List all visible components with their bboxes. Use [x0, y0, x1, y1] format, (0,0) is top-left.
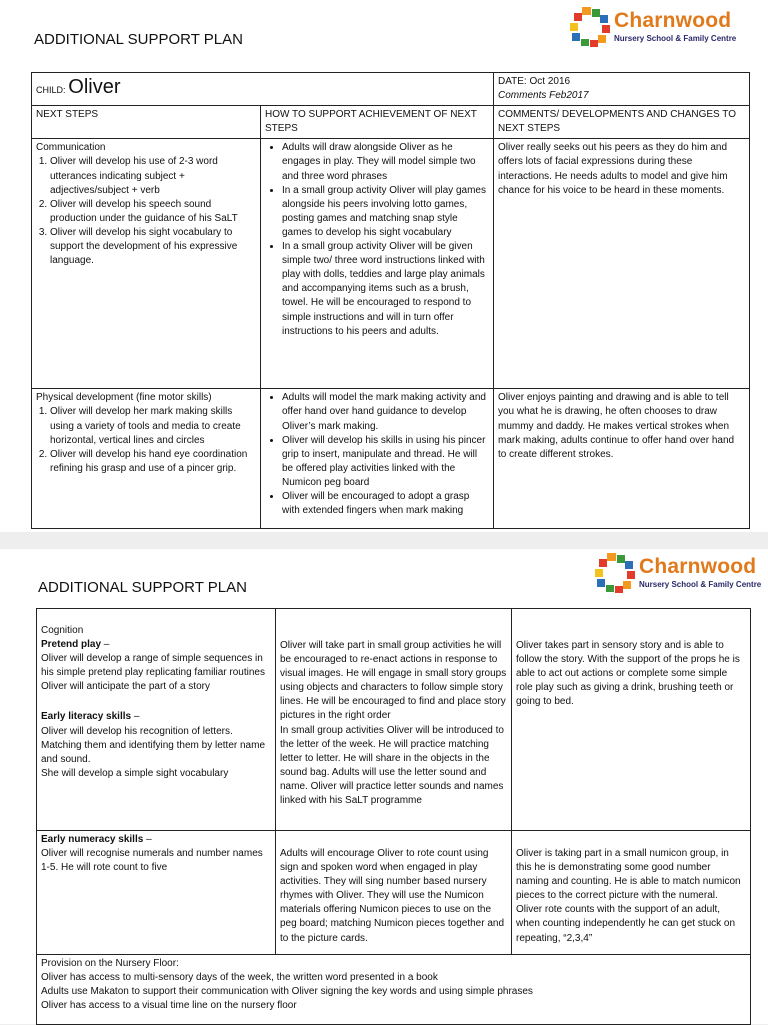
child-name: Oliver: [68, 76, 121, 99]
cognition-comment: Oliver takes part in sensory story and is able to follow the story. With the support of the props he is able to act out actions or complete some simple role play such as giving a drink, brushing teeth or going to bed.: [512, 609, 751, 831]
literacy-text: Oliver will develop his recognition of letters. Matching them and identifying them by letter name and sound.: [41, 725, 266, 765]
logo-name: Charnwood: [639, 555, 757, 578]
physical-row: [32, 389, 750, 529]
child-row: [32, 73, 750, 106]
logo-puzzle-icon: [593, 551, 637, 595]
plan-table-1: [31, 72, 750, 529]
comments-date: Comments Feb2017: [498, 90, 589, 102]
pretend-play-title: Pretend play: [41, 639, 102, 651]
cognition-support-2: In small group activities Oliver will be introduced to the letter of the week. He will practice matching letter to letter. He will share in the objects in the sound bag. Adults will use the letter sound and name. Oliver will practice letter sounds and names linked with his SaLT programme: [280, 724, 504, 807]
physical-step-list: [36, 405, 256, 475]
page-2: [0, 549, 768, 1024]
physical-comment: Oliver enjoys painting and drawing and is able to tell you what he is drawing, he often chooses to draw mummy and daddy. He makes vertical strokes when mark making, adults continue to offer hand over hand to create different strokes.: [494, 389, 750, 529]
list-item: • Adults will model the mark making activity and offer hand over hand guidance to develop Oliver’s mark making.: [282, 391, 489, 433]
logo-subtitle: Nursery School & Family Centre: [639, 580, 762, 589]
pretend-play-dash: –: [101, 639, 110, 651]
charnwood-logo: [593, 551, 763, 601]
cognition-row: [37, 609, 751, 831]
communication-support-list: [265, 141, 489, 338]
logo-puzzle-icon: [568, 5, 612, 49]
child-label: CHILD:: [36, 85, 66, 96]
communication-steps: [32, 139, 261, 389]
communication-support: [261, 139, 494, 389]
numeracy-comment: [512, 831, 751, 955]
header-row: [32, 106, 750, 139]
list-item: • Oliver will be encouraged to adopt a grasp with extended fingers when mark making: [282, 490, 489, 518]
communication-heading: Communication: [36, 142, 106, 154]
pretend-play-text-2: Oliver will anticipate the part of a story: [41, 681, 210, 693]
pretend-play-text: Oliver will develop a range of simple sequences in his simple pretend play replicating familiar routines: [41, 653, 265, 679]
literacy-text-2: She will develop a simple sight vocabulary: [41, 767, 229, 779]
provision-heading: Provision on the Nursery Floor:: [41, 958, 179, 969]
list-item: 1. Oliver will develop her mark making skills using a variety of tools and media to create horizontal, vertical lines and circles: [50, 405, 256, 447]
provision-line: Adults use Makaton to support their communication with Oliver signing the key words and using simple phrases: [41, 986, 533, 998]
physical-support: [261, 389, 494, 529]
communication-step-list: [36, 155, 256, 268]
list-item: • Adults will draw alongside Oliver as he engages in play. They will model simple two and three word phrases: [282, 141, 489, 183]
provision-row: [37, 955, 751, 1025]
list-item: 3. Oliver will develop his sight vocabulary to support the development of his expressive language.: [50, 226, 256, 268]
communication-row: [32, 139, 750, 389]
list-item: 1. Oliver will develop his use of 2-3 word utterances indicating subject + adjectives/subject + verb: [50, 155, 256, 197]
physical-support-list: [265, 391, 489, 518]
logo-name: Charnwood: [614, 9, 732, 32]
numeracy-support: Adults will encourage Oliver to rote count using sign and spoken word when engaged in play activities. They will sing number based nursery rhymes with Oliver. They will use the Numicon materials offering Numicon pieces to use on the peg board; matching Numicon pieces together and to the picture cards.: [276, 831, 512, 955]
numeracy-title: Early numeracy skills: [41, 834, 144, 845]
cognition-support: [276, 609, 512, 831]
cognition-support-1: Oliver will take part in small group activities he will be encouraged to re-enact actions in response to visual images. He will engage in small story groups using objects and characters to follow simple story lines. He will be encouraged to find and place story pictures in the right order: [280, 640, 507, 722]
physical-steps: [32, 389, 261, 529]
communication-comment: Oliver really seeks out his peers as they do him and offers lots of facial expressions during these interactions. He needs adults to model and give him chance for his voice to be heard in these moments.: [494, 139, 750, 389]
list-item: 2. Oliver will develop his hand eye coordination refining his grasp and use of a pincer grip.: [50, 448, 256, 476]
numeracy-text: Oliver will recognise numerals and number names 1-5. He will rote count to five: [41, 848, 263, 874]
header-next-steps: NEXT STEPS: [32, 106, 261, 139]
header-how-to-support: HOW TO SUPPORT ACHIEVEMENT OF NEXT STEPS: [261, 106, 494, 139]
cognition-heading: Cognition: [41, 625, 84, 636]
logo-subtitle: Nursery School & Family Centre: [614, 34, 737, 43]
cognition-steps: [37, 609, 276, 831]
header-comments: COMMENTS/ DEVELOPMENTS AND CHANGES TO NEXT STEPS: [494, 106, 750, 139]
physical-heading: Physical development (fine motor skills): [36, 392, 212, 404]
numeracy-comment-1: Oliver is taking part in a small numicon group, in this he is demonstrating some good number naming and counting. He is able to match numicon pieces to the correct picture with the numeral.: [516, 848, 741, 902]
date-cell: [494, 73, 750, 106]
provision-cell: [37, 955, 751, 1025]
numeracy-dash: –: [143, 834, 152, 845]
numeracy-comment-2: Oliver rote counts with the support of an adult, when counting independently he can get stuck on repeating, “2,3,4”: [516, 904, 736, 944]
list-item: 2. Oliver will develop his speech sound production under the guidance of his SaLT: [50, 198, 256, 226]
numeracy-row: [37, 831, 751, 955]
page-title: ADDITIONAL SUPPORT PLAN: [34, 31, 243, 48]
page-title: ADDITIONAL SUPPORT PLAN: [38, 579, 247, 596]
numeracy-steps: [37, 831, 276, 955]
list-item: • In a small group activity Oliver will be given simple two/ three word instructions linked with play with dolls, teddies and large play animals and accompanying items such as a brush, towel. He will be encouraged to respond to simple instructions and will in turn offer instructions to his peers and adults.: [282, 240, 489, 339]
provision-line: Oliver has access to a visual time line on the nursery floor: [41, 1000, 297, 1012]
charnwood-logo: [568, 5, 738, 55]
child-cell: [32, 73, 494, 106]
plan-table-2: [36, 608, 751, 1025]
date-text: DATE: Oct 2016: [498, 76, 571, 87]
literacy-title: Early literacy skills: [41, 711, 132, 723]
list-item: • Oliver will develop his skills in using his pincer grip to insert, manipulate and thread. He will be offered play activities linked with the Numicon peg board: [282, 434, 489, 490]
literacy-dash: –: [131, 711, 140, 723]
provision-line: Oliver has access to multi-sensory days of the week, the written word presented in a book: [41, 972, 438, 984]
list-item: • In a small group activity Oliver will play games alongside his peers involving lotto games, posting games and matching snap style games to develop his sight vocabulary: [282, 184, 489, 240]
